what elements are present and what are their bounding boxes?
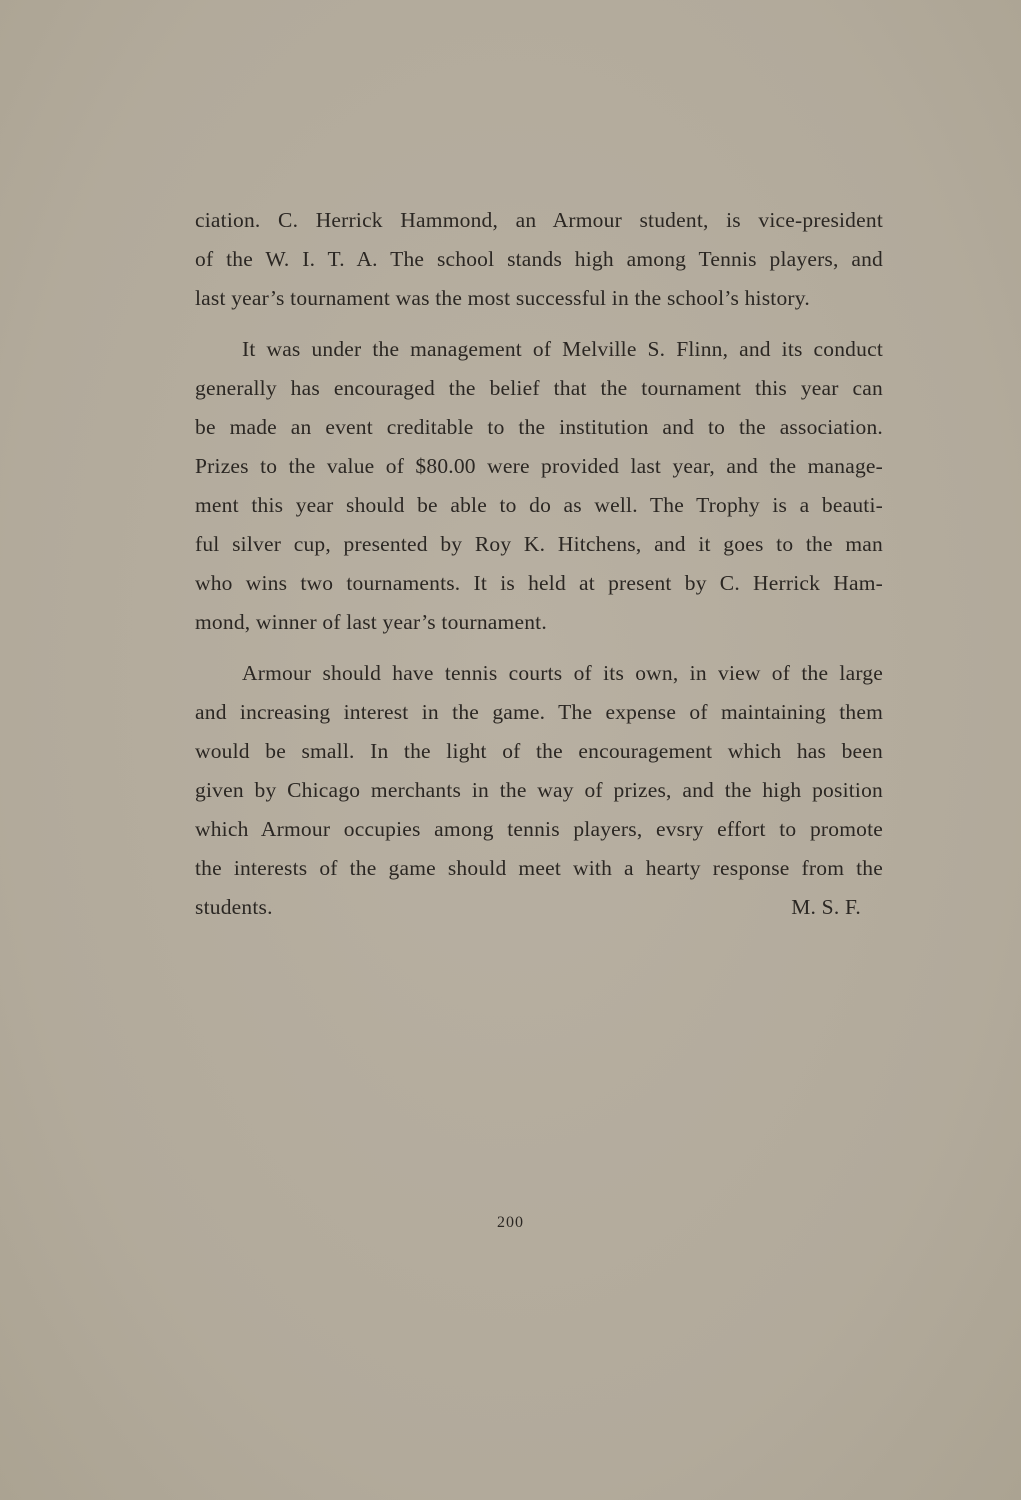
- text-line: ment this year should be able to do as well. The Trophy is a beauti-: [195, 493, 883, 517]
- text-line: last year’s tournament was the most successful in the school’s history.: [195, 286, 810, 310]
- text-line: be made an event creditable to the institution and to the association.: [195, 415, 883, 439]
- paragraph: [195, 657, 883, 930]
- text-line: Prizes to the value of $80.00 were provided last year, and the manage-: [195, 454, 883, 478]
- text-line: and increasing interest in the game. The expense of maintaining them: [195, 700, 883, 724]
- text-line: given by Chicago merchants in the way of prizes, and the high position: [195, 778, 883, 802]
- text-line: ciation. C. Herrick Hammond, an Armour student, is vice-president: [195, 208, 883, 232]
- body-text: [195, 204, 883, 942]
- text-line: which Armour occupies among tennis players, evsry effort to promote: [195, 817, 883, 841]
- closing-text: students.: [195, 895, 273, 919]
- closing-line: [195, 891, 883, 930]
- text-line: ful silver cup, presented by Roy K. Hitchens, and it goes to the man: [195, 532, 883, 556]
- text-line: who wins two tournaments. It is held at present by C. Herrick Ham-: [195, 571, 883, 595]
- text-line: It was under the management of Melville S. Flinn, and its conduct: [242, 337, 883, 361]
- text-line: mond, winner of last year’s tournament.: [195, 610, 547, 634]
- text-line: generally has encouraged the belief that the tournament this year can: [195, 376, 883, 400]
- text-line: of the W. I. T. A. The school stands high among Tennis players, and: [195, 247, 883, 271]
- page-number: 200: [497, 1214, 524, 1231]
- text-line: the interests of the game should meet with a hearty response from the: [195, 856, 883, 880]
- paragraph: [195, 333, 883, 645]
- text-line: would be small. In the light of the encouragement which has been: [195, 739, 883, 763]
- paragraph: [195, 204, 883, 321]
- text-line: Armour should have tennis courts of its own, in view of the large: [242, 661, 883, 685]
- author-signature: M. S. F.: [791, 895, 861, 919]
